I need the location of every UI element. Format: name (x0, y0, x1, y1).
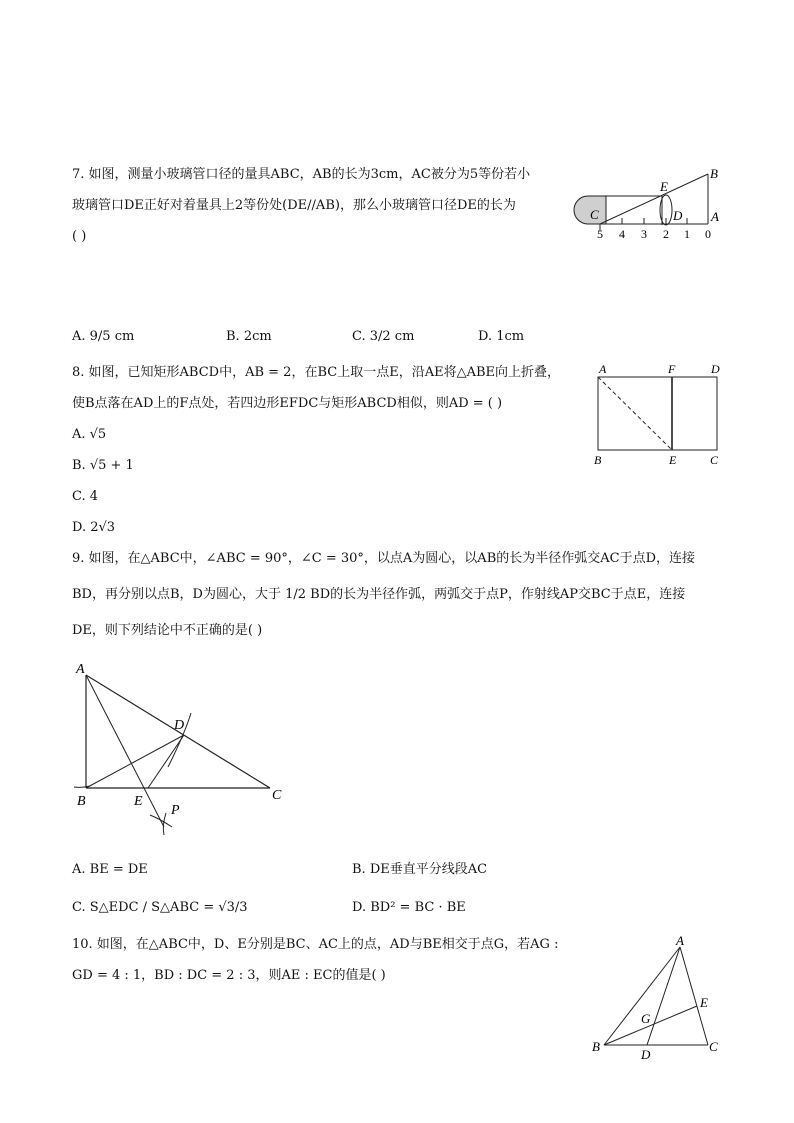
q9-label-E: E (134, 794, 143, 809)
q10-line2: GD = 4 : 1，BD : DC = 2 : 3，则AE : EC的值是( ) (72, 968, 386, 983)
q9-option-b: B. DE垂直平分线段AC (352, 862, 488, 877)
q9-line1: 9. 如图，在△ABC中，∠ABC = 90°，∠C = 30°，以点A为圆心，以AB的长为半径作弧交AC于点D，连接 (72, 551, 696, 566)
q7-figure (570, 164, 730, 244)
q7-scale-3: 3 (641, 227, 647, 241)
q7-line2: 玻璃管口DE正好对着量具上2等份处(DE//AB)，那么小玻璃管口径DE的长为 (72, 198, 516, 213)
q8-label-A: A (599, 362, 607, 376)
q9-label-C: C (272, 788, 282, 803)
q8-figure (590, 360, 730, 470)
q7-scale-1: 1 (684, 227, 690, 241)
q9-figure (72, 655, 302, 845)
q8-option-a: A. √5 (72, 427, 107, 442)
q10-label-D: D (641, 1047, 651, 1062)
q9-line3: DE，则下列结论中不正确的是( ) (72, 623, 263, 638)
q9-label-P: P (171, 803, 180, 818)
q9-option-a: A. BE = DE (72, 862, 148, 877)
q7-label-A: A (711, 209, 719, 224)
q9-label-D: D (174, 718, 185, 733)
q7-option-c: C. 3/2 cm (352, 329, 415, 344)
q8-line2: 使B点落在AD上的F点处，若四边形EFDC与矩形ABCD相似，则AD = ( ) (72, 396, 503, 411)
q7-option-a: A. 9/5 cm (72, 329, 135, 344)
q8-label-E: E (669, 453, 677, 467)
q8-option-c: C. 4 (72, 489, 99, 504)
q7-scale-5: 5 (597, 227, 603, 241)
q10-label-E: E (700, 995, 708, 1010)
q8-line1: 8. 如图，已知矩形ABCD中，AB = 2，在BC上取一点E，沿AE将△ABE向上折叠， (72, 365, 560, 380)
q7-label-B: B (710, 166, 718, 181)
q7-label-E: E (660, 179, 668, 194)
q8-option-d: D. 2√3 (72, 520, 116, 535)
q7-scale-2: 2 (663, 227, 669, 241)
q10-label-B: B (592, 1039, 600, 1054)
q7-label-C: C (590, 207, 599, 222)
q8-label-B: B (594, 453, 602, 467)
q10-line1: 10. 如图，在△ABC中，D、E分别是BC、AC上的点，AD与BE相交于点G，若AG : (72, 937, 559, 952)
q7-line1: 7. 如图，测量小玻璃管口径的量具ABC，AB的长为3cm，AC被分为5等份若小 (72, 167, 531, 182)
q7-scale-0: 0 (705, 227, 711, 241)
q10-label-A: A (676, 933, 684, 948)
q9-label-B: B (77, 794, 86, 809)
q9-option-d: D. BD² = BC · BE (352, 900, 466, 915)
q7-label-D: D (673, 208, 683, 223)
q9-line2: BD，再分别以点B，D为圆心，大于 1/2 BD的长为半径作弧，两弧交于点P，作射线AP交BC于点E，连接 (72, 587, 686, 602)
q10-label-C: C (709, 1039, 718, 1054)
q8-option-b: B. √5 + 1 (72, 458, 134, 473)
q8-label-D: D (711, 362, 720, 376)
q10-figure (588, 935, 728, 1070)
q7-scale-4: 4 (619, 227, 625, 241)
q9-label-A: A (76, 662, 85, 677)
q7-option-b: B. 2cm (226, 329, 272, 344)
q8-label-F: F (668, 362, 676, 376)
q8-label-C: C (710, 453, 719, 467)
q10-label-G: G (641, 1011, 651, 1026)
q7-line3: ( ) (72, 229, 87, 244)
q9-option-c: C. S△EDC / S△ABC = √3/3 (72, 900, 248, 915)
q7-option-d: D. 1cm (478, 329, 525, 344)
